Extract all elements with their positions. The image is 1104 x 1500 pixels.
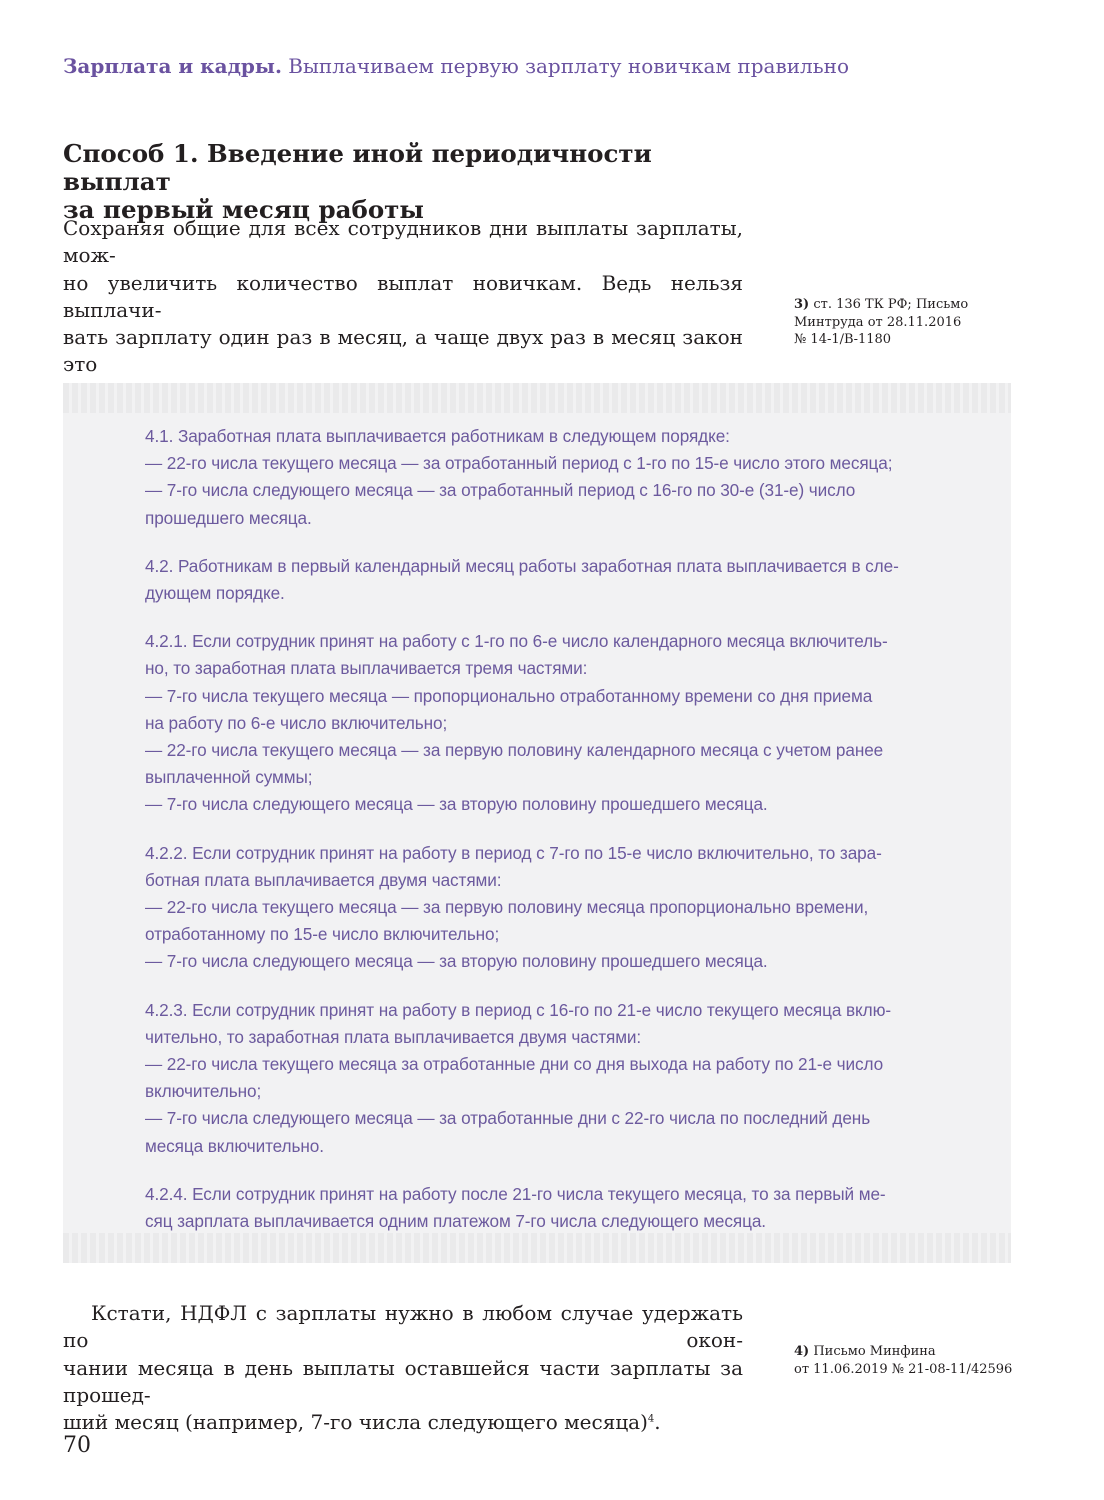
clause-line: чительно, то заработная плата выплачивается двумя частями: bbox=[145, 1026, 642, 1047]
clause-line: — 7-го числа следующего месяца — за вторую половину прошедшего месяца. bbox=[145, 794, 768, 815]
clause-line: выплаченной суммы; bbox=[145, 767, 313, 788]
running-head bbox=[63, 54, 1023, 78]
clause-line: 4.1. Заработная плата выплачивается работникам в следующем порядке: bbox=[145, 426, 730, 446]
clause-line: 4.2. Работникам в первый календарный месяц работы заработная плата выплачивается в сле- bbox=[145, 555, 899, 576]
intro-line: но увеличить количество выплат новичкам. Ведь нельзя выплачи- bbox=[63, 270, 743, 322]
clause-4-2-4 bbox=[145, 1181, 929, 1235]
outro-paragraph bbox=[63, 1300, 743, 1436]
clause-line: — 7-го числа следующего месяца — за отработанный период с 16-го по 30-е (31-е) число bbox=[145, 480, 856, 501]
clause-line: 4.2.2. Если сотрудник принят на работу в период с 7-го по 15-е число включительно, то зара- bbox=[145, 842, 882, 863]
page-number: 70 bbox=[63, 1433, 91, 1458]
clause-line: отработанному по 15-е число включительно; bbox=[145, 924, 500, 945]
outro-line: чании месяца в день выплаты оставшейся части зарплаты за прошед- bbox=[63, 1355, 743, 1407]
clause-line: — 22-го числа текущего месяца — за отработанный период с 1-го по 15-е число этого месяца; bbox=[145, 453, 893, 474]
footnote-3-number: 3) bbox=[794, 297, 810, 312]
running-head-title: Выплачиваем первую зарплату новичкам правильно bbox=[288, 54, 850, 78]
clause-line: ботная плата выплачивается двумя частями: bbox=[145, 869, 502, 890]
clause-line: 4.2.4. Если сотрудник принят на работу после 21-го числа текущего месяца, то за первый ме- bbox=[145, 1183, 886, 1204]
footnote-3-line: Минтруда от 28.11.2016 bbox=[794, 314, 962, 330]
heading-line-1: Способ 1. Введение иной периодичности выплат bbox=[63, 139, 652, 196]
clause-line: на работу по 6-е число включительно; bbox=[145, 712, 448, 733]
footnote-4-number: 4) bbox=[794, 1344, 810, 1359]
outro-line: Кстати, НДФЛ с зарплаты нужно в любом случае удержать по окон- bbox=[63, 1301, 743, 1353]
clause-line: — 22-го числа текущего месяца за отработанные дни со дня выхода на работу по 21-е число bbox=[145, 1054, 884, 1075]
footnote-ref-4: 4 bbox=[647, 1413, 655, 1425]
clause-4-1 bbox=[145, 423, 929, 532]
clause-line: сяц зарплата выплачивается одним платежом 7-го числа следующего месяца. bbox=[145, 1211, 766, 1232]
footnote-3-line: ст. 136 ТК РФ; Письмо bbox=[813, 297, 969, 312]
outro-line bbox=[63, 1409, 743, 1436]
footnote-4-line: Письмо Минфина bbox=[813, 1344, 936, 1359]
footnote-3-line: № 14-1/В-1180 bbox=[794, 332, 892, 347]
clause-line: прошедшего месяца. bbox=[145, 507, 312, 528]
clause-4-2 bbox=[145, 553, 929, 607]
policy-excerpt-box bbox=[63, 383, 1011, 1263]
outro-line-text: ший месяц (например, 7-го числа следующего месяца) bbox=[63, 1410, 648, 1435]
clause-line: — 7-го числа следующего месяца — за вторую половину прошедшего месяца. bbox=[145, 951, 768, 972]
section-heading bbox=[63, 140, 763, 224]
heading-line-2: за первый месяц работы bbox=[63, 195, 424, 224]
clause-line: — 7-го числа текущего месяца — пропорционально отработанному времени со дня приема bbox=[145, 685, 873, 706]
outro-end-punct: . bbox=[654, 1410, 661, 1435]
clause-line: 4.2.3. Если сотрудник принят на работу в период с 16-го по 21-е число текущего месяца вклю- bbox=[145, 999, 891, 1020]
clause-4-2-3 bbox=[145, 997, 929, 1160]
running-head-section: Зарплата и кадры. bbox=[63, 54, 282, 78]
clause-4-2-1 bbox=[145, 628, 929, 818]
clause-line: месяца включительно. bbox=[145, 1135, 324, 1156]
footnote-4 bbox=[794, 1343, 1034, 1378]
clause-line: но, то заработная плата выплачивается тремя частями: bbox=[145, 658, 588, 679]
clause-line: дующем порядке. bbox=[145, 583, 285, 604]
clause-line: — 22-го числа текущего месяца — за первую половину месяца пропорционально времени, bbox=[145, 897, 869, 918]
clause-line: включительно; bbox=[145, 1081, 262, 1102]
clause-4-2-2 bbox=[145, 840, 929, 976]
footnote-4-line: от 11.06.2019 № 21-08-11/42596 bbox=[794, 1361, 1013, 1377]
intro-line: Сохраняя общие для всех сотрудников дни выплаты зарплаты, мож- bbox=[63, 216, 743, 268]
clause-line: — 7-го числа следующего месяца — за отработанные дни с 22-го числа по последний день bbox=[145, 1108, 871, 1129]
clause-line: 4.2.1. Если сотрудник принят на работу с 1-го по 6-е число календарного месяца включитель- bbox=[145, 631, 888, 652]
intro-line: вать зарплату один раз в месяц, а чаще двух раз в месяц закон это bbox=[63, 325, 743, 377]
clause-line: — 22-го числа текущего месяца — за первую половину календарного месяца с учетом ранее bbox=[145, 740, 884, 761]
footnote-3 bbox=[794, 296, 1034, 349]
